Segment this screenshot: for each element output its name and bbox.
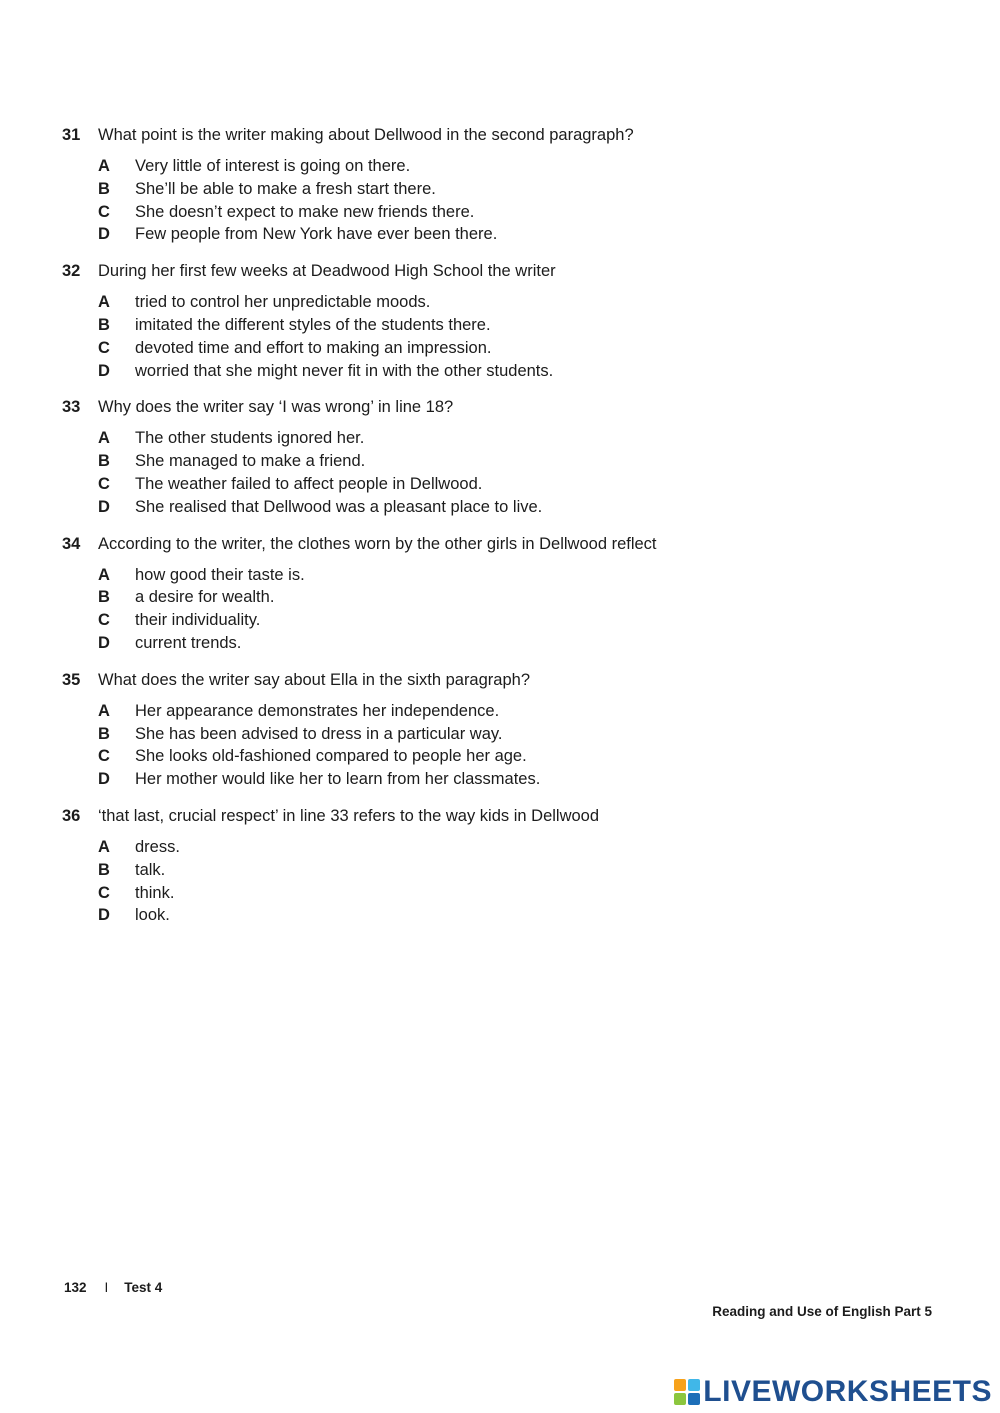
option-text: their individuality. xyxy=(135,611,261,630)
question-text: During her first few weeks at Deadwood High School the writer xyxy=(98,262,556,281)
option-b[interactable] xyxy=(98,178,942,201)
option-letter: C xyxy=(98,338,110,357)
question-36 xyxy=(62,805,942,927)
liveworksheets-logo-icon xyxy=(674,1379,700,1405)
question-34 xyxy=(62,533,942,655)
option-a[interactable] xyxy=(98,564,942,587)
option-letter: A xyxy=(98,837,110,856)
option-text: current trends. xyxy=(135,633,242,652)
option-c[interactable] xyxy=(98,201,942,224)
question-text: What point is the writer making about Dellwood in the second paragraph? xyxy=(98,126,634,144)
question-text: What does the writer say about Ella in the sixth paragraph? xyxy=(98,670,530,689)
question-number: 33 xyxy=(62,398,81,417)
question-35 xyxy=(62,669,942,791)
option-text: Her appearance demonstrates her independence. xyxy=(135,701,500,720)
question-32 xyxy=(62,260,942,382)
option-letter: B xyxy=(98,588,110,607)
option-text: devoted time and effort to making an impression. xyxy=(135,338,492,357)
option-letter: B xyxy=(98,179,110,198)
question-33 xyxy=(62,396,942,518)
option-text: think. xyxy=(135,883,175,902)
question-number: 36 xyxy=(62,806,81,825)
option-c[interactable] xyxy=(98,882,942,905)
test-label: Test 4 xyxy=(124,1280,163,1295)
option-list xyxy=(98,291,942,382)
question-header xyxy=(62,533,942,555)
option-text: Her mother would like her to learn from her classmates. xyxy=(135,770,541,789)
option-text: She has been advised to dress in a particular way. xyxy=(135,724,503,743)
option-c[interactable] xyxy=(98,473,942,496)
option-text: how good their taste is. xyxy=(135,565,305,584)
question-list xyxy=(62,124,942,941)
option-letter: A xyxy=(98,565,110,584)
question-header xyxy=(62,124,942,146)
option-letter: D xyxy=(98,361,110,380)
option-c[interactable] xyxy=(98,609,942,632)
option-text: She managed to make a friend. xyxy=(135,452,366,471)
watermark-text: LIVEWORKSHEETS xyxy=(703,1375,992,1408)
question-header xyxy=(62,669,942,691)
option-letter: D xyxy=(98,633,110,652)
option-text: Very little of interest is going on there. xyxy=(135,157,411,175)
footer-separator: I xyxy=(104,1280,109,1295)
question-header xyxy=(62,260,942,282)
option-list xyxy=(98,427,942,518)
question-31 xyxy=(62,124,942,246)
option-b[interactable] xyxy=(98,723,942,746)
option-letter: A xyxy=(98,701,110,720)
page-number: 132 xyxy=(64,1280,87,1295)
option-text: Few people from New York have ever been there. xyxy=(135,225,498,244)
question-text: Why does the writer say ‘I was wrong’ in line 18? xyxy=(98,398,454,417)
option-text: She’ll be able to make a fresh start there. xyxy=(135,179,436,198)
question-number: 32 xyxy=(62,262,81,281)
option-letter: B xyxy=(98,315,110,334)
option-letter: C xyxy=(98,474,110,493)
option-letter: C xyxy=(98,611,110,630)
option-a[interactable] xyxy=(98,836,942,859)
question-text: According to the writer, the clothes worn by the other girls in Dellwood reflect xyxy=(98,534,657,553)
option-text: She realised that Dellwood was a pleasant place to live. xyxy=(135,497,543,516)
option-a[interactable] xyxy=(98,291,942,314)
question-number: 35 xyxy=(62,670,81,689)
option-letter: A xyxy=(98,293,110,312)
option-d[interactable] xyxy=(98,360,942,383)
option-letter: C xyxy=(98,883,110,902)
option-letter: A xyxy=(98,157,110,175)
option-list xyxy=(98,155,942,246)
option-a[interactable] xyxy=(98,700,942,723)
option-text: The other students ignored her. xyxy=(135,429,365,448)
option-d[interactable] xyxy=(98,223,942,246)
option-text: dress. xyxy=(135,837,180,856)
option-b[interactable] xyxy=(98,859,942,882)
option-letter: A xyxy=(98,429,110,448)
section-label: Reading and Use of English Part 5 xyxy=(712,1304,932,1319)
option-letter: C xyxy=(98,747,110,766)
option-letter: B xyxy=(98,860,110,879)
option-text: She looks old-fashioned compared to people her age. xyxy=(135,747,527,766)
option-letter: B xyxy=(98,452,110,471)
option-c[interactable] xyxy=(98,745,942,768)
option-text: a desire for wealth. xyxy=(135,588,275,607)
option-d[interactable] xyxy=(98,632,942,655)
question-number: 31 xyxy=(62,126,81,144)
liveworksheets-watermark xyxy=(674,1375,992,1409)
question-header xyxy=(62,805,942,827)
option-letter: D xyxy=(98,225,110,244)
option-letter: D xyxy=(98,497,110,516)
page-footer-left xyxy=(64,1280,162,1295)
option-b[interactable] xyxy=(98,586,942,609)
option-d[interactable] xyxy=(98,496,942,519)
option-c[interactable] xyxy=(98,337,942,360)
option-list xyxy=(98,564,942,655)
option-letter: D xyxy=(98,906,110,925)
option-text: worried that she might never fit in with the other students. xyxy=(135,361,554,380)
option-b[interactable] xyxy=(98,314,942,337)
option-a[interactable] xyxy=(98,427,942,450)
option-text: tried to control her unpredictable moods. xyxy=(135,293,431,312)
option-text: The weather failed to affect people in Dellwood. xyxy=(135,474,483,493)
option-d[interactable] xyxy=(98,768,942,791)
question-text: ‘that last, crucial respect’ in line 33 refers to the way kids in Dellwood xyxy=(98,806,600,825)
question-number: 34 xyxy=(62,534,81,553)
option-letter: B xyxy=(98,724,110,743)
option-letter: D xyxy=(98,770,110,789)
option-list xyxy=(98,836,942,927)
option-text: She doesn’t expect to make new friends there. xyxy=(135,202,475,221)
option-text: talk. xyxy=(135,860,166,879)
option-list xyxy=(98,700,942,791)
option-a[interactable] xyxy=(98,155,942,178)
option-b[interactable] xyxy=(98,450,942,473)
option-text: look. xyxy=(135,906,170,925)
option-d[interactable] xyxy=(98,904,942,927)
question-header xyxy=(62,396,942,418)
option-letter: C xyxy=(98,202,110,221)
option-text: imitated the different styles of the students there. xyxy=(135,315,491,334)
